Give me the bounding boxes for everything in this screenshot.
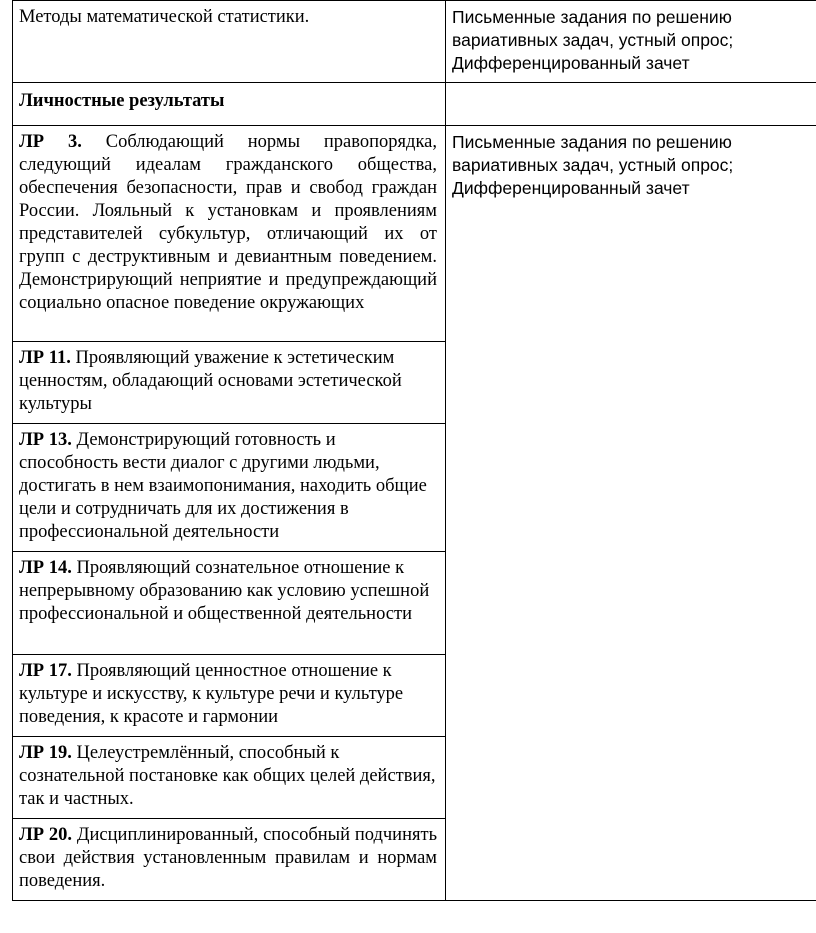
lr-code: ЛР 3. bbox=[19, 132, 82, 152]
table-cell bbox=[13, 552, 446, 655]
table-row bbox=[13, 126, 816, 342]
table-cell bbox=[13, 83, 446, 126]
lr-text: Соблюдающий нормы правопорядка, следующий идеалам гражданского общества, обеспечения безопасности, прав и свобод граждан России. Лояльный к установкам и проявлениям представителей субкультур, отличающий их от групп с деструктивным и девиантным поведением. Демонстрирующий неприятие и предупреждающий социально опасное поведение окружающих bbox=[19, 132, 437, 313]
lr-text: Демонстрирующий готовность и способность вести диалог с другими людьми, достигать в нем взаимопонимания, находить общие цели и сотрудничать для их достижения в профессиональной деятельности bbox=[19, 430, 427, 542]
lr-code: ЛР 20. bbox=[19, 825, 73, 845]
table-cell bbox=[446, 1, 816, 83]
lr-code: ЛР 19. bbox=[19, 743, 72, 763]
table-cell bbox=[446, 126, 816, 901]
lr-code: ЛР 14. bbox=[19, 558, 72, 578]
lr-code: ЛР 17. bbox=[19, 661, 72, 681]
lr-code: ЛР 11. bbox=[19, 348, 71, 368]
table-cell bbox=[13, 655, 446, 737]
table-cell bbox=[446, 83, 816, 126]
table-cell bbox=[13, 126, 446, 342]
lr-text: Проявляющий ценностное отношение к культуре и искусству, к культуре речи и культуре поведения, к красоте и гармонии bbox=[19, 661, 404, 727]
lr-text: Проявляющий уважение к эстетическим ценностям, обладающий основами эстетической культуры bbox=[19, 348, 402, 414]
table-row bbox=[13, 83, 816, 126]
table-cell bbox=[13, 819, 446, 901]
section-heading: Личностные результаты bbox=[19, 91, 225, 111]
cell-text: Методы математической статистики. bbox=[19, 7, 310, 27]
table-cell bbox=[13, 424, 446, 552]
table-cell bbox=[13, 342, 446, 424]
assessment-table bbox=[12, 0, 816, 901]
lr-code: ЛР 13. bbox=[19, 430, 72, 450]
assessment-text: Письменные задания по решению вариативных задач, устный опрос; Дифференцированный зачет bbox=[452, 132, 734, 198]
assessment-text: Письменные задания по решению вариативных задач, устный опрос; Дифференцированный зачет bbox=[452, 7, 734, 73]
table-row bbox=[13, 1, 816, 83]
lr-text: Целеустремлённый, способный к сознательной постановке как общих целей действия, так и частных. bbox=[19, 743, 436, 809]
table-cell bbox=[13, 737, 446, 819]
lr-text: Проявляющий сознательное отношение к непрерывному образованию как условию успешной профессиональной и общественной деятельности bbox=[19, 558, 430, 624]
lr-text: Дисциплинированный, способный подчинять свои действия установленным правилам и нормам поведения. bbox=[19, 825, 438, 891]
table-cell bbox=[13, 1, 446, 83]
